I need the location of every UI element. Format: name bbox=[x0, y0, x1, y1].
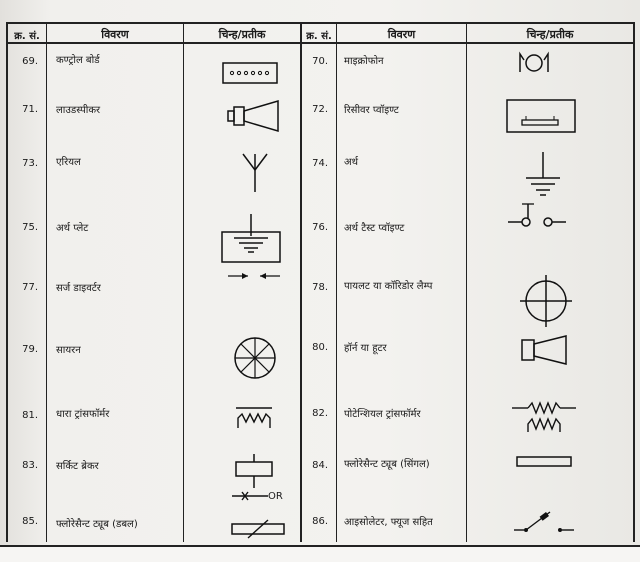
header-description-1: विवरण bbox=[101, 28, 129, 41]
row-83-description: सर्किट ब्रेकर bbox=[56, 461, 99, 472]
row-75-description: अर्थ प्लेट bbox=[56, 223, 89, 234]
row-72-description: रिसीवर प्वॉइण्ट bbox=[344, 105, 399, 116]
row-81-number: 81. bbox=[22, 410, 38, 421]
aerial-icon bbox=[240, 152, 270, 194]
pilot-lamp-icon bbox=[518, 273, 574, 329]
row-78-description: पायलट या कॉरिडोर लैम्प bbox=[344, 281, 433, 292]
circuit-breaker-or-label: OR bbox=[268, 491, 283, 502]
control-board-icon bbox=[222, 62, 278, 84]
row-86-number: 86. bbox=[312, 516, 328, 527]
row-77-number: 77. bbox=[22, 282, 38, 293]
column-rule-4 bbox=[336, 22, 337, 542]
row-83-number: 83. bbox=[22, 460, 38, 471]
column-rule-1 bbox=[46, 22, 47, 542]
page-bottom-strip bbox=[0, 545, 640, 562]
current-transformer-icon bbox=[234, 404, 274, 430]
table-right-rule bbox=[633, 22, 635, 542]
row-73-description: एरियल bbox=[56, 157, 81, 168]
isolator-fuse-icon bbox=[514, 508, 576, 534]
header-symbol-2: चिन्ह/प्रतीक bbox=[526, 28, 574, 41]
header-symbol-1: चिन्ह/प्रतीक bbox=[218, 28, 266, 41]
row-71-description: लाउडस्पीकर bbox=[56, 105, 101, 116]
earth-test-point-icon bbox=[508, 202, 568, 228]
row-74-number: 74. bbox=[312, 158, 328, 169]
row-77-description: सर्ज डाइवर्टर bbox=[56, 283, 101, 294]
header-bottom-rule bbox=[6, 42, 634, 44]
row-79-description: सायरन bbox=[56, 345, 81, 356]
earth-icon bbox=[520, 152, 566, 198]
fluorescent-single-icon bbox=[516, 456, 572, 468]
row-80-number: 80. bbox=[312, 342, 328, 353]
header-description-2: विवरण bbox=[387, 28, 416, 41]
row-82-description: पोटेन्शियल ट्रांसफॉर्मर bbox=[344, 409, 421, 420]
row-85-description: फ्लोरेसैन्ट ट्यूब (डबल) bbox=[56, 519, 138, 530]
row-71-number: 71. bbox=[22, 104, 38, 115]
earth-plate-icon bbox=[220, 214, 282, 264]
row-70-number: 70. bbox=[312, 56, 328, 67]
fluorescent-double-icon bbox=[230, 518, 286, 540]
header-sno-2: क्र. सं. bbox=[306, 31, 332, 42]
row-69-number: 69. bbox=[22, 56, 38, 67]
siren-icon bbox=[232, 335, 278, 381]
column-rule-2 bbox=[183, 22, 184, 542]
row-78-number: 78. bbox=[312, 282, 328, 293]
row-73-number: 73. bbox=[22, 158, 38, 169]
table-top-rule bbox=[6, 22, 634, 24]
horn-icon bbox=[520, 334, 570, 366]
row-85-number: 85. bbox=[22, 516, 38, 527]
row-69-description: कण्ट्रोल बोर्ड bbox=[56, 55, 100, 66]
column-rule-5 bbox=[466, 22, 467, 542]
loudspeaker-icon bbox=[226, 99, 286, 133]
row-72-number: 72. bbox=[312, 104, 328, 115]
row-86-description: आइसोलेटर, फ्यूज सहित bbox=[344, 517, 433, 528]
circuit-breaker-icon bbox=[234, 454, 274, 490]
receiver-point-icon bbox=[506, 99, 576, 133]
table-left-rule bbox=[6, 22, 8, 542]
potential-transformer-icon bbox=[512, 400, 578, 436]
row-75-number: 75. bbox=[22, 222, 38, 233]
row-70-description: माइक्रोफोन bbox=[344, 56, 384, 67]
circuit-breaker-alt-icon bbox=[232, 490, 270, 502]
row-80-description: हॉर्न या हूटर bbox=[344, 343, 387, 354]
row-76-description: अर्थ टैस्ट प्वॉइण्ट bbox=[344, 223, 405, 234]
row-76-number: 76. bbox=[312, 222, 328, 233]
row-81-description: धारा ट्रांसफॉर्मर bbox=[56, 409, 110, 420]
row-74-description: अर्थ bbox=[344, 157, 359, 168]
row-79-number: 79. bbox=[22, 344, 38, 355]
row-82-number: 82. bbox=[312, 408, 328, 419]
row-84-description: फ्लोरेसैन्ट ट्यूब (सिंगल) bbox=[344, 459, 430, 470]
microphone-icon bbox=[518, 52, 550, 74]
surge-diverter-icon bbox=[226, 268, 282, 284]
header-sno-1: क्र. सं. bbox=[14, 31, 40, 42]
row-84-number: 84. bbox=[312, 460, 328, 471]
